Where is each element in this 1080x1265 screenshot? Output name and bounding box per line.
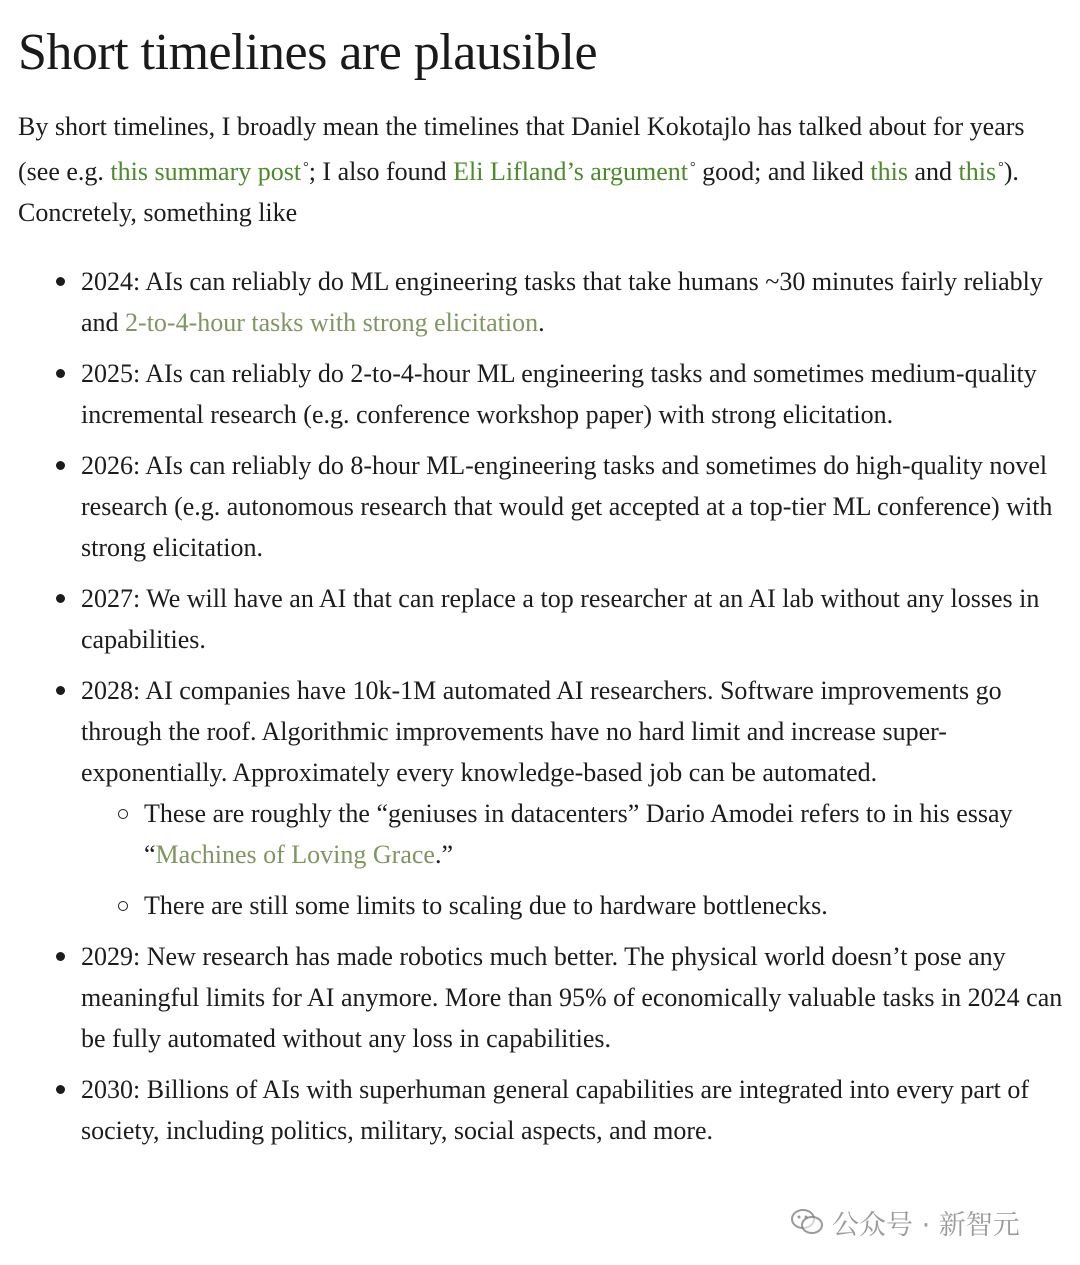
summary-post-link[interactable]: this summary post: [110, 157, 302, 186]
intro-text: ; I also found: [308, 157, 454, 186]
list-item-2028: [18, 670, 1070, 926]
article: [18, 0, 1070, 1161]
machines-of-loving-grace-link[interactable]: Machines of Loving Grace: [155, 840, 435, 869]
sub-list-item: There are still some limits to scaling due to hardware bottlenecks.: [81, 885, 1070, 926]
elicitation-tasks-link[interactable]: 2-to-4-hour tasks with strong elicitation: [125, 308, 539, 337]
link-marker-icon: °: [998, 160, 1004, 175]
link-marker-icon: °: [690, 160, 696, 175]
watermark-text: 公众号 · 新智元: [832, 1209, 1020, 1241]
list-item-text: 2024: AIs can reliably do ML engineering tasks that take humans ~30 minutes fairly reliably and: [81, 267, 1043, 337]
list-item-2024: [18, 261, 1070, 343]
this-link-1[interactable]: this: [870, 157, 908, 186]
wechat-icon: [790, 1207, 824, 1237]
intro-text: By short timelines, I broadly mean the timelines that Daniel Kokotajlo has talked about for years (see e.g.: [18, 112, 1025, 186]
watermark: [790, 1204, 1020, 1240]
this-link-2[interactable]: this: [958, 157, 997, 186]
sub-list-item: [81, 793, 1070, 875]
list-item-2029: 2029: New research has made robotics much better. The physical world doesn’t pose any meaningful limits for AI anymore. More than 95% of economically valuable tasks in 2024 can be fully automated without any loss in capabilities.: [18, 936, 1070, 1059]
list-item-text: 2028: AI companies have 10k-1M automated AI researchers. Software improvements go through the roof. Algorithmic improvements have no hard limit and increase super-exponentially. Approximately every knowledge-based job can be automated.: [81, 676, 1002, 787]
intro-paragraph: [18, 106, 1070, 233]
timeline-list: [18, 261, 1070, 1151]
list-item-2027: 2027: We will have an AI that can replace a top researcher at an AI lab without any losses in capabilities.: [18, 578, 1070, 660]
list-item-2026: 2026: AIs can reliably do 8-hour ML-engineering tasks and sometimes do high-quality novel research (e.g. autonomous research that would get accepted at a top-tier ML conference) with strong elicitation.: [18, 445, 1070, 568]
sub-list: [81, 793, 1070, 926]
list-item-2025: 2025: AIs can reliably do 2-to-4-hour ML engineering tasks and sometimes medium-quality incremental research (e.g. conference workshop paper) with strong elicitation.: [18, 353, 1070, 435]
sub-item-text: These are roughly the “geniuses in datacenters” Dario Amodei refers to in his essay “: [144, 799, 1013, 869]
list-item-2030: 2030: Billions of AIs with superhuman general capabilities are integrated into every part of society, including politics, military, social aspects, and more.: [18, 1069, 1070, 1151]
intro-text: good; and liked: [695, 157, 871, 186]
sub-item-text: .”: [434, 840, 453, 869]
list-item-text: .: [538, 308, 545, 337]
link-marker-icon: °: [303, 160, 309, 175]
intro-text: ). Concretely, something like: [18, 157, 1019, 227]
page-title: Short timelines are plausible: [18, 24, 598, 81]
intro-text: and: [907, 157, 959, 186]
eli-lifland-argument-link[interactable]: Eli Lifland’s argument: [453, 157, 689, 186]
